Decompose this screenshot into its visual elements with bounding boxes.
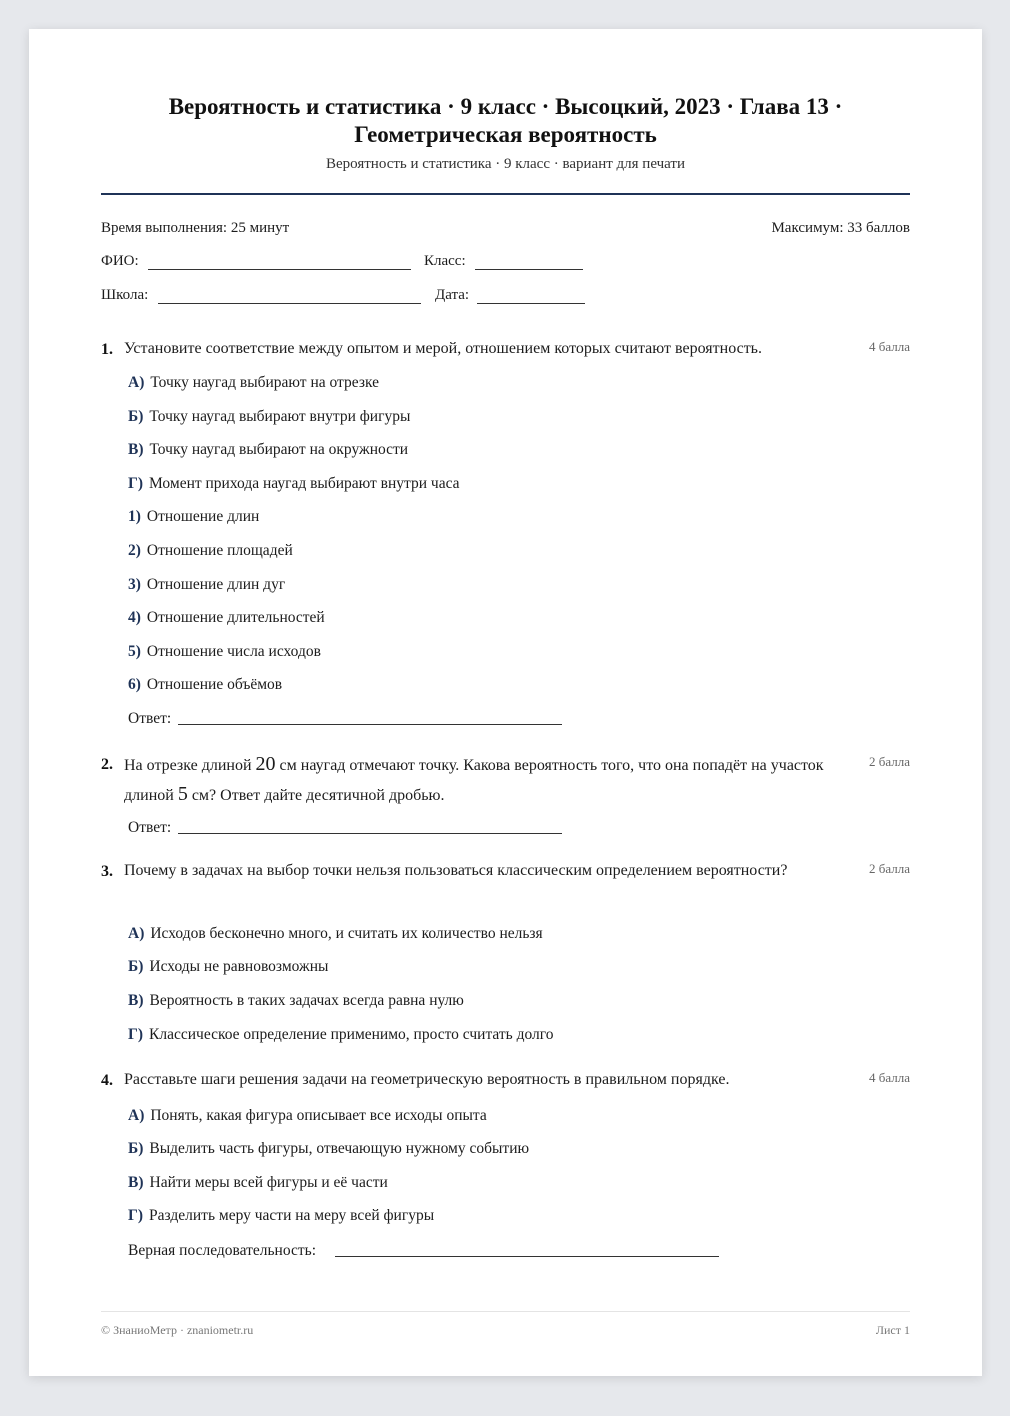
header-divider: [101, 193, 910, 195]
option-label: Б): [128, 958, 144, 975]
option-item: [128, 1026, 554, 1044]
option-label: 5): [128, 643, 141, 660]
option-text: Классическое определение применимо, просто считать долго: [149, 1026, 554, 1043]
school-label: Школа:: [101, 287, 149, 303]
option-text: Отношение длительностей: [146, 609, 325, 626]
option-item: [128, 441, 408, 459]
option-item: [128, 1207, 434, 1225]
option-label: А): [128, 925, 145, 942]
question-points: 2 балла: [869, 861, 910, 876]
answer-row: [128, 1242, 316, 1260]
option-item: [128, 508, 259, 526]
option-text: Отношение объёмов: [146, 676, 283, 693]
question-number: 4.: [101, 1072, 113, 1089]
option-item: [128, 374, 379, 392]
page-title: [101, 93, 910, 149]
class-label: Класс:: [424, 253, 466, 269]
worksheet-content: [101, 29, 910, 1376]
answer-label: Ответ:: [128, 710, 172, 727]
option-text: Понять, какая фигура описывает все исходы опыта: [150, 1107, 487, 1124]
question-text: Установите соответствие между опытом и мерой, отношением которых считают вероятность.: [124, 340, 762, 357]
option-label: Б): [128, 408, 144, 425]
option-item: [128, 643, 321, 661]
option-label: Г): [128, 1207, 144, 1224]
option-text: Точку наугад выбирают внутри фигуры: [149, 408, 411, 425]
option-label: В): [128, 992, 144, 1009]
time-limit: Время выполнения: 25 минут: [101, 220, 290, 236]
fio-field[interactable]: [148, 269, 411, 270]
option-text: Найти меры всей фигуры и её части: [149, 1174, 388, 1191]
option-label: В): [128, 441, 144, 458]
class-field[interactable]: [475, 269, 583, 270]
option-item: [128, 1140, 529, 1158]
option-label: 6): [128, 676, 141, 693]
option-text: Точку наугад выбирают на окружности: [149, 441, 409, 458]
question-points: 4 балла: [869, 1070, 910, 1085]
option-text: Вероятность в таких задачах всегда равна нулю: [149, 992, 464, 1009]
answer-row: [128, 819, 171, 837]
option-item: [128, 576, 285, 594]
option-item: [128, 958, 328, 976]
school-field[interactable]: [158, 303, 421, 304]
option-text: Выделить часть фигуры, отвечающую нужному событию: [149, 1140, 530, 1157]
option-item: [128, 408, 410, 426]
title-line-2: Геометрическая вероятность: [354, 122, 657, 147]
question-points: 4 балла: [869, 339, 910, 354]
option-item: [128, 676, 282, 694]
option-label: 4): [128, 609, 141, 626]
option-label: А): [128, 1107, 145, 1124]
option-label: Г): [128, 1026, 144, 1043]
option-label: В): [128, 1174, 144, 1191]
school-date-row: [101, 287, 910, 309]
option-text: Отношение числа исходов: [146, 643, 321, 660]
option-label: Г): [128, 475, 144, 492]
option-text: Отношение длин дуг: [146, 576, 286, 593]
footer-page-number: Лист 1: [875, 1323, 910, 1337]
answer-label: Верная последовательность:: [128, 1242, 317, 1259]
option-text: Исходов бесконечно много, и считать их количество нельзя: [150, 925, 543, 942]
subsegment-length: 5: [177, 783, 188, 805]
option-label: 1): [128, 508, 141, 525]
answer-label: Ответ:: [128, 819, 172, 836]
question-number: 3.: [101, 863, 113, 880]
max-score: Максимум: 33 баллов: [771, 220, 910, 236]
option-label: 2): [128, 542, 141, 559]
meta-row: [101, 220, 910, 240]
question-points: 2 балла: [869, 754, 910, 769]
sequence-answer-field[interactable]: [335, 1256, 719, 1257]
question-number: 1.: [101, 341, 113, 358]
answer-row: [128, 710, 171, 728]
option-text: Момент прихода наугад выбирают внутри часа: [149, 475, 460, 492]
fio-class-row: [101, 253, 910, 275]
option-text: Отношение площадей: [146, 542, 293, 559]
page-subtitle: Вероятность и статистика · 9 класс · вариант для печати: [325, 156, 686, 172]
segment-length: 20: [255, 753, 276, 775]
option-text: Разделить меру части на меру всей фигуры: [149, 1207, 435, 1224]
answer-field[interactable]: [178, 833, 562, 834]
option-text: Точку наугад выбирают на отрезке: [150, 374, 379, 391]
question-text: На отрезке длиной 20 см наугад отмечают точку. Какова вероятность того, что она попадёт на участок длиной 5 см? Ответ дайте десятичной дробью.: [124, 753, 824, 805]
option-item: [128, 992, 464, 1010]
option-item: [128, 925, 543, 943]
fio-label: ФИО:: [101, 253, 139, 269]
option-item: [128, 609, 325, 627]
option-item: [128, 1107, 487, 1125]
option-label: 3): [128, 576, 141, 593]
option-item: [128, 1174, 388, 1192]
title-line-1: Вероятность и статистика · 9 класс · Высоцкий, 2023 · Глава 13 ·: [168, 94, 843, 119]
option-label: Б): [128, 1140, 144, 1157]
option-item: [128, 475, 460, 493]
footer-copyright: © ЗнаниоМетр · znaniometr.ru: [101, 1323, 254, 1337]
worksheet-page: [29, 29, 982, 1376]
question-text: Расставьте шаги решения задачи на геометрическую вероятность в правильном порядке.: [124, 1071, 730, 1088]
question-number: 2.: [101, 756, 113, 773]
option-text: Исходы не равновозможны: [149, 958, 329, 975]
question-text: Почему в задачах на выбор точки нельзя пользоваться классическим определением вероятности?: [124, 862, 788, 879]
option-item: [128, 542, 293, 560]
footer-divider: [101, 1311, 910, 1312]
date-field[interactable]: [477, 303, 585, 304]
option-text: Отношение длин: [146, 508, 260, 525]
option-label: А): [128, 374, 145, 391]
date-label: Дата:: [435, 287, 470, 303]
answer-field[interactable]: [178, 724, 562, 725]
